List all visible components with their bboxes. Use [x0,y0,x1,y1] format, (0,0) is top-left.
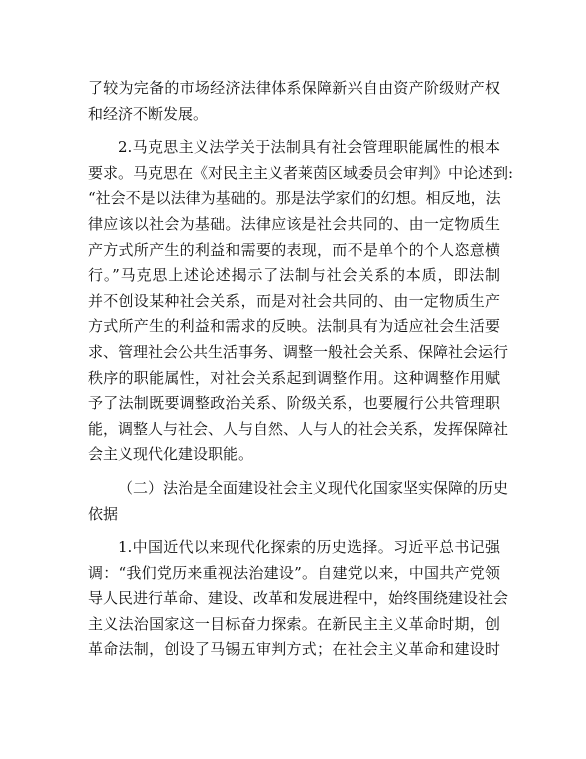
text-line: 产方式所产生的利益和需要的表现，而不是单个的个人恣意横 [88,240,500,259]
text-line: 主义法治国家这一目标奋力探索。在新民主主义革命时期，创 [88,614,500,633]
text-line: 方式所产生的利益和需求的反映。法制具有为适应社会生活要 [88,317,500,336]
text-line: 要求。马克思在《对民主主义者莱茵区域委员会审判》中论述到: [88,163,514,182]
text-line: 1.中国近代以来现代化探索的历史选择。习近平总书记强 [118,538,500,557]
text-line: 会主义现代化建设职能。 [88,445,254,464]
paragraph-2 [88,135,514,468]
paragraph-1 [88,76,500,127]
text-line: 能，调整人与社会、人与自然、人与人的社会关系，发挥保障社 [88,419,509,438]
text-line: 调：“我们党历来重视法治建设”。自建党以来，中国共产党领 [88,563,500,582]
heading-line: （二）法治是全面建设社会主义现代化国家坚实保障的历史 [118,478,509,497]
section-heading [88,476,509,527]
paragraph-3 [88,535,509,663]
text-line: 革命法制，创设了马锡五审判方式；在社会主义革命和建设时 [88,640,500,659]
heading-line: 依据 [88,504,119,523]
text-line: “社会不是以法律为基础的。那是法学家们的幻想。相反地，法 [88,189,501,208]
text-line: 了较为完备的市场经济法律体系保障新兴自由资产阶级财产权 [88,79,500,97]
text-line: 并不创设某种社会关系，而是对社会共同的、由一定物质生产 [88,291,500,310]
text-line: 求、管理社会公共生活事务、调整一般社会关系、保障社会运行 [88,342,509,361]
text-line: 2.马克思主义法学关于法制具有社会管理职能属性的根本 [118,138,500,157]
text-line: 律应该以社会为基础。法律应该是社会共同的、由一定物质生 [88,214,500,233]
text-line: 导人民进行革命、建设、改革和发展进程中，始终围绕建设社会 [88,589,509,608]
text-line: 秩序的职能属性，对社会关系起到调整作用。这种调整作用赋 [88,368,500,387]
text-line: 行。”马克思上述论述揭示了法制与社会关系的本质，即法制 [88,266,500,285]
document-body [88,76,514,671]
text-line: 予了法制既要调整政治关系、阶级关系，也要履行公共管理职 [88,394,500,413]
text-line: 和经济不断发展。 [88,104,209,123]
